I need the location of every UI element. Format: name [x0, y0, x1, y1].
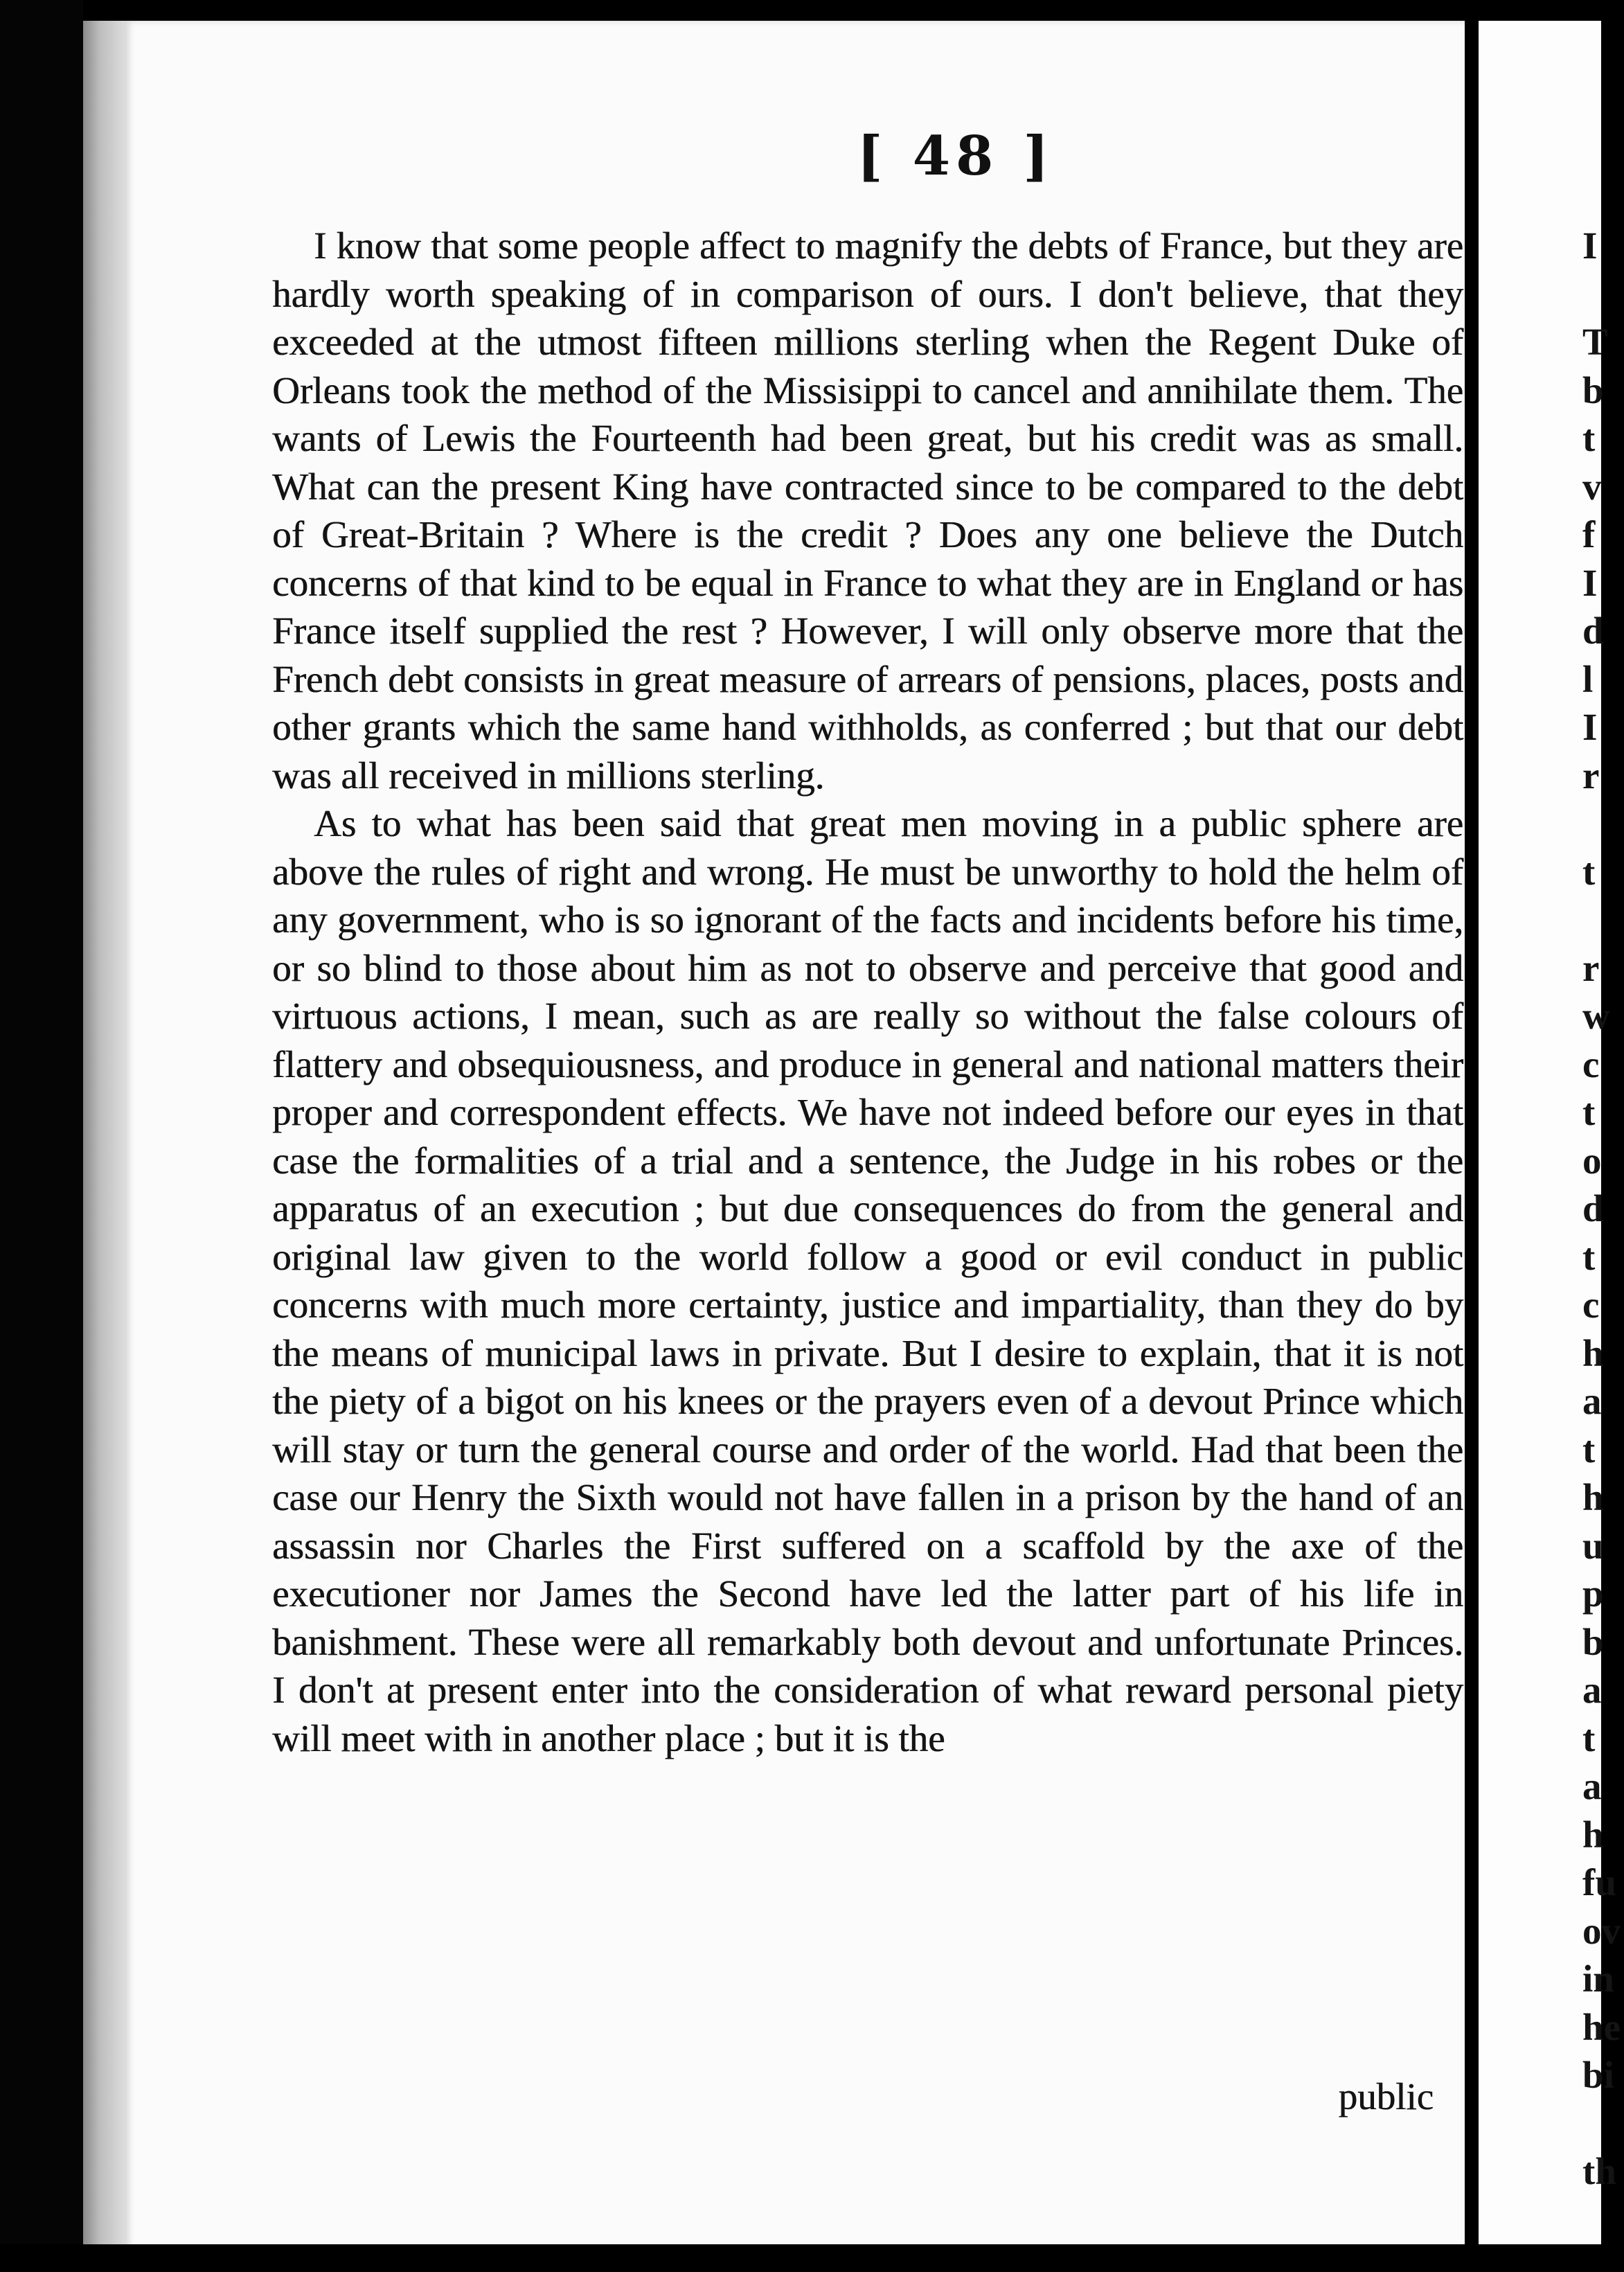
next-page-line-fragment: h — [1582, 1813, 1604, 1856]
next-page-line-fragment: T — [1582, 321, 1608, 363]
next-page-line-fragment: I — [1582, 706, 1598, 748]
next-page-line-fragment: ov — [1582, 1909, 1621, 1952]
book-binding — [1465, 0, 1479, 2272]
next-page-line-fragments — [1582, 222, 1624, 2196]
next-page-line-fragment: a — [1582, 1765, 1602, 1807]
next-page-edge — [1479, 21, 1621, 2248]
next-page-line-fragment: r — [1582, 754, 1600, 797]
next-page-line-fragment — [1582, 799, 1624, 848]
book-page — [125, 21, 1465, 2248]
next-page-line-fragment — [1582, 2100, 1624, 2148]
next-page-line-fragment: bi — [1582, 2054, 1614, 2096]
next-page-line-fragment: d — [1582, 610, 1604, 652]
next-page-line-fragment: he — [1582, 2005, 1621, 2048]
next-page-line-fragment: fu — [1582, 1861, 1616, 1903]
page-number: [ 48 ] — [857, 125, 1055, 188]
next-page-line-fragment: th — [1582, 2150, 1616, 2192]
scanner-border-bottom — [0, 2244, 1601, 2272]
next-page-line-fragment — [1582, 270, 1624, 319]
next-page-line-fragment: a — [1582, 1380, 1602, 1422]
next-page-line-fragment: c — [1582, 1042, 1600, 1085]
next-page-line-fragment: b — [1582, 1620, 1604, 1663]
next-page-line-fragment: t — [1582, 1235, 1596, 1278]
next-page-line-fragment: in — [1582, 1958, 1614, 2000]
paragraph-1: I know that some people affect to magnify the debts of France, but they are hardly worth speaking of in comparison of ours. I don't believe, that they exceeded at the utmost fifteen millions sterling when the Regent Duke of Orleans took the method of the Missisippi to cancel and annihilate them. The wants of Lewis the Fourteenth had been great, but his credit was as small. What can the present King have contracted since to be compared to the debt of Great-Britain ? Where is the credit ? Does any one believe the Dutch concerns of that kind to be equal in France to what they are in England or has France itself supplied the rest ? However, I will only observe more that the French debt consists in great measure of arrears of pensions, places, posts and other grants which the same hand withholds, as conferred ; but that our debt was all received in millions sterling. — [272, 224, 1463, 797]
next-page-line-fragment: c — [1582, 1284, 1600, 1326]
next-page-line-fragment: b — [1582, 369, 1604, 411]
next-page-line-fragment: h — [1582, 1331, 1604, 1374]
next-page-line-fragment: t — [1582, 1091, 1596, 1133]
next-page-line-fragment: d — [1582, 1187, 1604, 1230]
next-page-line-fragment: t — [1582, 1428, 1596, 1471]
next-page-line-fragment: t — [1582, 417, 1596, 459]
next-page-line-fragment: a — [1582, 1669, 1602, 1711]
next-page-line-fragment: I — [1582, 224, 1598, 267]
paragraph-2: As to what has been said that great men moving in a public sphere are above the rules of right and wrong. He must be unworthy to hold the helm of any government, who is so ignorant of the facts and incidents before his time, or so blind to those about him as not to observe and perceive that good and virtuous actions, I mean, such as are really so without the false colours of flattery and obsequiousness, and produce in general and national matters their proper and correspondent effects. We have not indeed before our eyes in that case the formalities of a trial and a sentence, the Judge in his robes or the apparatus of an execution ; but due consequences do from the general and original law given to the world follow a good or evil conduct in public concerns with much more certainty, justice and impartiality, than they do by the means of municipal laws in private. But I desire to explain, that it is not the piety of a bigot on his knees or the prayers even of a devout Prince which will stay or turn the general course and order of the world. Had that been the case our Henry the Sixth would not have fallen in a prison by the hand of an assassin nor Charles the First suffered on a scaffold by the axe of the executioner nor James the Second have led the latter part of his life in banishment. These were all remarkably both devout and unfortunate Princes. I don't at present enter into the consideration of what reward personal piety will meet with in another place ; but it is the — [272, 802, 1463, 1759]
next-page-line-fragment: t — [1582, 1716, 1596, 1759]
next-page-line-fragment: r — [1582, 946, 1600, 989]
next-page-line-fragment: u — [1582, 1524, 1604, 1567]
next-page-line-fragment: v — [1582, 465, 1602, 508]
next-page-line-fragment — [1582, 896, 1624, 944]
next-page-line-fragment: h — [1582, 1476, 1604, 1518]
next-page-line-fragment: p — [1582, 1572, 1604, 1615]
page-gutter — [83, 21, 125, 2251]
next-page-line-fragment: w — [1582, 995, 1610, 1037]
page-body — [272, 222, 1463, 1762]
next-page-line-fragment: I — [1582, 561, 1598, 604]
next-page-line-fragment: o — [1582, 1139, 1602, 1182]
next-page-line-fragment: t — [1582, 850, 1596, 893]
next-page-line-fragment: l — [1582, 657, 1594, 700]
scanner-border-left — [0, 0, 83, 2272]
next-page-line-fragment: f — [1582, 513, 1596, 556]
catchword: public — [1338, 2075, 1434, 2118]
